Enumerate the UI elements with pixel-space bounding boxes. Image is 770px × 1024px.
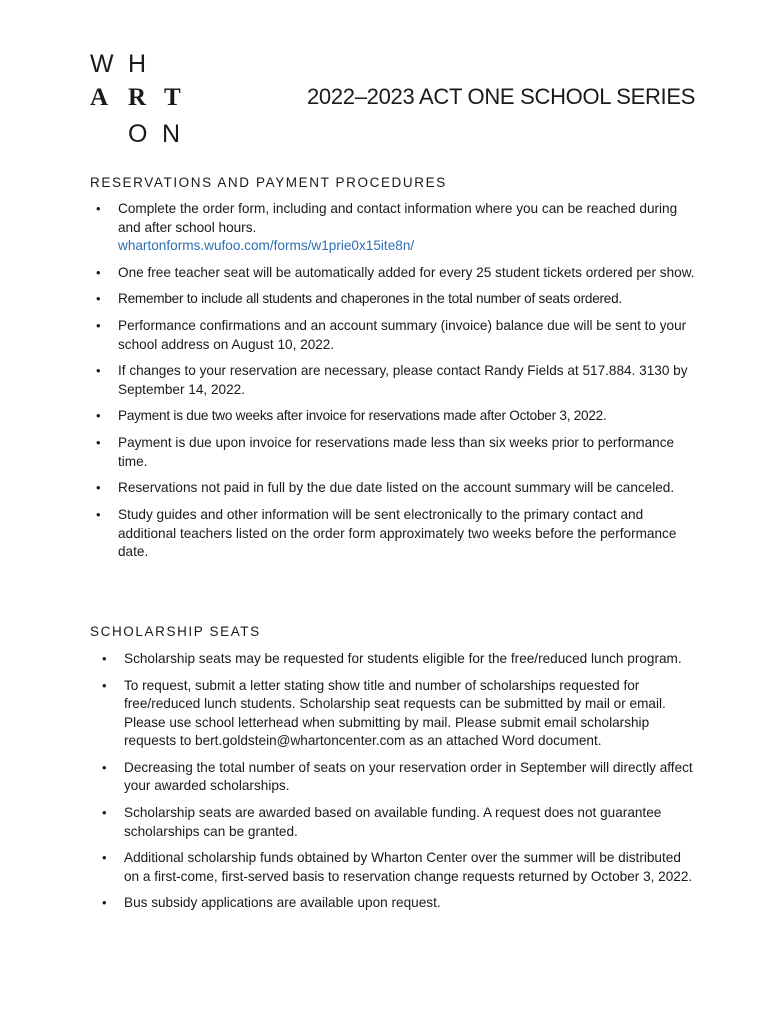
logo-letter: N xyxy=(162,120,181,148)
list-item xyxy=(90,362,700,399)
list-item-text: Scholarship seats are awarded based on available funding. A request does not guarantee scholarships can be granted. xyxy=(124,805,662,839)
list-item-text: Additional scholarship funds obtained by Wharton Center over the summer will be distributed on a first-come, first-served basis to reservation change requests returned by October 3, 2022. xyxy=(124,850,693,884)
list-item xyxy=(90,264,700,283)
list-item-text: Performance confirmations and an account summary (invoice) balance due will be sent to your school address on August 10, 2022. xyxy=(118,318,687,352)
list-item xyxy=(90,200,700,256)
list-item xyxy=(96,804,696,841)
list-item xyxy=(90,407,700,426)
list-item-text: Study guides and other information will be sent electronically to the primary contact and additional teachers listed on the order form approximately two weeks before the performance date. xyxy=(118,507,677,559)
list-item xyxy=(96,849,696,886)
page-title: 2022–2023 ACT ONE SCHOOL SERIES xyxy=(307,84,696,109)
list-item xyxy=(96,650,696,669)
logo-letter: T xyxy=(164,84,181,111)
list-item xyxy=(90,434,700,471)
list-item-text: One free teacher seat will be automatically added for every 25 student tickets ordered per show. xyxy=(118,264,695,280)
list-item-text: Scholarship seats may be requested for students eligible for the free/reduced lunch program. xyxy=(124,651,682,666)
list-item-text: Remember to include all students and chaperones in the total number of seats ordered. xyxy=(118,291,622,307)
list-item-text: Payment is due upon invoice for reservations made less than six weeks prior to performance time. xyxy=(118,435,675,469)
list-item xyxy=(96,759,696,796)
list-item xyxy=(90,479,700,498)
reservations-heading: RESERVATIONS AND PAYMENT PROCEDURES xyxy=(90,175,447,190)
list-item xyxy=(90,317,700,354)
list-item xyxy=(90,506,700,562)
scholarship-list xyxy=(96,650,696,921)
logo-letter: W xyxy=(90,50,114,78)
list-item-text: Complete the order form, including and contact information where you can be reached during and after school hours. xyxy=(118,201,678,235)
logo-letter: H xyxy=(128,50,147,78)
logo-letter: O xyxy=(128,120,148,148)
list-item-text: If changes to your reservation are necessary, please contact Randy Fields at 517.884. 3130 by September 14, 2022. xyxy=(118,363,688,397)
list-item xyxy=(96,894,696,913)
order-form-link[interactable]: whartonforms.wufoo.com/forms/w1prie0x15ite8n/ xyxy=(118,238,415,253)
list-item-text: Reservations not paid in full by the due date listed on the account summary will be canceled. xyxy=(118,480,675,496)
list-item-text: To request, submit a letter stating show title and number of scholarships requested for free/reduced lunch students. Scholarship seat requests can be submitted by mail or email. Please use school letterhead when submitting by mail. Please submit email scholarship requests to bert.goldstein@whartoncenter.com as an attached Word document. xyxy=(124,677,666,749)
list-item xyxy=(90,290,700,309)
list-item-text: Bus subsidy applications are available upon request. xyxy=(124,895,441,911)
scholarship-heading: SCHOLARSHIP SEATS xyxy=(90,624,261,639)
list-item xyxy=(96,677,696,751)
list-item-text: Decreasing the total number of seats on your reservation order in September will directly affect your awarded scholarships. xyxy=(124,759,693,794)
logo-letter: R xyxy=(128,84,147,111)
reservations-list xyxy=(90,200,700,570)
list-item-text: Payment is due two weeks after invoice for reservations made after October 3, 2022. xyxy=(118,408,607,424)
logo-letter: A xyxy=(90,84,109,111)
